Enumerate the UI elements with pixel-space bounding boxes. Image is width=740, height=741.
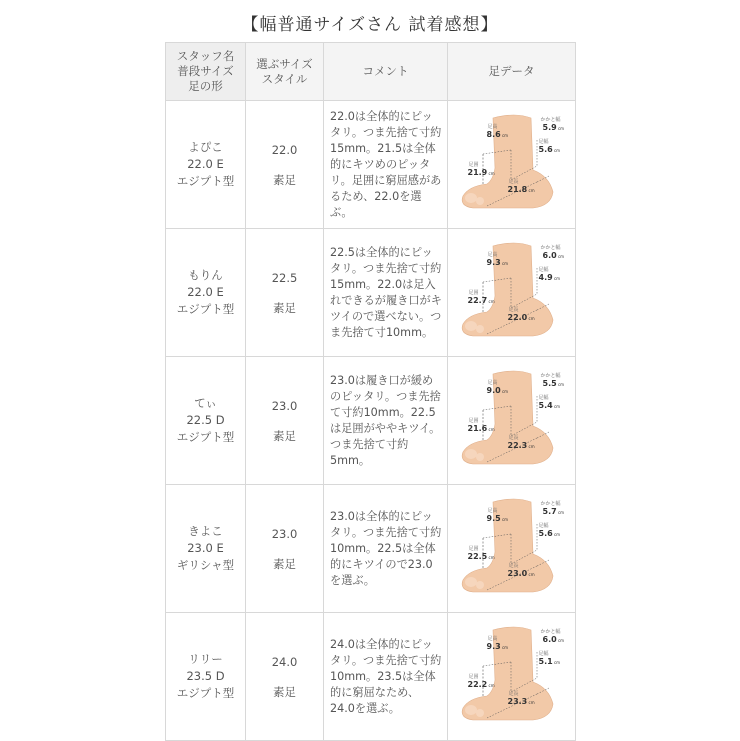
staff-cell (166, 229, 246, 357)
staff-name: よぴこ (188, 140, 223, 154)
table-row (166, 229, 576, 357)
heel-width-value: 6.0 cm (542, 634, 565, 644)
length-label: 足長 (508, 434, 519, 441)
wear-style: 素足 (273, 428, 296, 443)
foot-data-cell (448, 101, 576, 229)
length-value: 23.3 cm (507, 696, 535, 706)
unit-label: cm (487, 170, 495, 176)
width-value: 5.6 cm (538, 528, 561, 538)
unit-label: cm (556, 125, 565, 131)
foot-shape: ギリシャ型 (176, 558, 235, 572)
usual-size: 23.5 D (186, 669, 225, 683)
staff-cell (166, 485, 246, 613)
foot-data-cell (448, 485, 576, 613)
height-label: 足高 (487, 123, 498, 130)
chosen-size: 22.5 (271, 270, 298, 285)
foot-shape: エジプト型 (176, 430, 235, 444)
chosen-size: 23.0 (271, 526, 298, 541)
heel-width-label: かかと幅 (540, 116, 561, 123)
comment-cell: 23.0は全体的にピッタリ。つま先捨て寸約10mm。22.5は全体的にキツイので23.0を選ぶ。 (324, 485, 448, 613)
unit-label: cm (527, 699, 535, 705)
height-value: 9.5 cm (486, 513, 509, 523)
page-title: 【幅普通サイズさん 試着感想】 (241, 15, 499, 35)
header-comment: コメント (324, 43, 448, 101)
staff-name: てぃ (194, 396, 217, 410)
unit-label: cm (487, 554, 495, 560)
unit-label: cm (500, 132, 509, 138)
height-label: 足高 (487, 379, 498, 386)
girth-value: 22.7 cm (467, 295, 495, 305)
table-row (166, 613, 576, 741)
staff-name: リリー (188, 652, 223, 666)
width-label: 足幅 (538, 394, 549, 401)
size-cell (246, 485, 324, 613)
height-value: 9.3 cm (486, 257, 509, 267)
heel-width-value: 5.5 cm (542, 378, 565, 388)
width-label: 足幅 (538, 522, 549, 529)
unit-label: cm (556, 509, 565, 515)
comment-cell: 22.5は全体的にピッタリ。つま先捨て寸約15mm。22.0は足入れできるが履き口がキツイので選べない。つま先捨て寸10mm。 (324, 229, 448, 357)
width-value: 5.6 cm (538, 144, 561, 154)
foot-diagram (453, 110, 571, 220)
unit-label: cm (500, 516, 509, 522)
size-cell (246, 101, 324, 229)
size-cell (246, 229, 324, 357)
heel-width-label: かかと幅 (540, 500, 561, 507)
foot-shape: エジプト型 (176, 302, 235, 316)
unit-label: cm (487, 682, 495, 688)
foot-diagram (453, 622, 571, 732)
header-staff (166, 43, 246, 101)
girth-label: 足囲 (468, 289, 479, 296)
length-label: 足長 (508, 306, 519, 313)
girth-label: 足囲 (468, 417, 479, 424)
girth-value: 21.9 cm (467, 167, 495, 177)
length-label: 足長 (508, 562, 519, 569)
comment-cell: 22.0は全体的にピッタリ。つま先捨て寸約15mm。21.5は全体的にキツめのピッタリ。足囲に窮屈感があるため、22.0を選ぶ。 (324, 101, 448, 229)
header-size (246, 43, 324, 101)
length-value: 22.3 cm (507, 440, 535, 450)
length-label: 足長 (508, 178, 519, 185)
unit-label: cm (527, 571, 535, 577)
unit-label: cm (500, 388, 509, 394)
staff-cell (166, 357, 246, 485)
height-label: 足高 (487, 251, 498, 258)
girth-label: 足囲 (468, 161, 479, 168)
unit-label: cm (500, 260, 509, 266)
length-value: 23.0 cm (507, 568, 535, 578)
unit-label: cm (556, 637, 565, 643)
width-value: 4.9 cm (538, 272, 561, 282)
girth-label: 足囲 (468, 673, 479, 680)
unit-label: cm (500, 644, 509, 650)
wear-style: 素足 (273, 300, 296, 315)
unit-label: cm (556, 381, 565, 387)
width-value: 5.4 cm (538, 400, 561, 410)
unit-label: cm (527, 315, 535, 321)
foot-data-cell (448, 613, 576, 741)
staff-cell (166, 613, 246, 741)
girth-value: 22.5 cm (467, 551, 495, 561)
unit-label: cm (487, 426, 495, 432)
unit-label: cm (552, 659, 561, 665)
header-staff-line: スタッフ名 (176, 49, 235, 63)
girth-label: 足囲 (468, 545, 479, 552)
girth-value: 21.6 cm (467, 423, 495, 433)
length-label: 足長 (508, 690, 519, 697)
foot-data-cell (448, 357, 576, 485)
heel-width-value: 6.0 cm (542, 250, 565, 260)
unit-label: cm (552, 531, 561, 537)
unit-label: cm (527, 187, 535, 193)
usual-size: 22.5 D (186, 413, 225, 427)
header-foot-data: 足データ (448, 43, 576, 101)
size-cell (246, 613, 324, 741)
unit-label: cm (552, 403, 561, 409)
staff-name: もりん (188, 268, 223, 282)
usual-size: 22.0 E (187, 285, 224, 299)
chosen-size: 23.0 (271, 398, 298, 413)
wear-style: 素足 (273, 172, 296, 187)
chosen-size: 22.0 (271, 142, 298, 157)
heel-width-value: 5.7 cm (542, 506, 565, 516)
header-staff-line: 足の形 (188, 79, 223, 93)
comment-cell: 23.0は履き口が緩めのピッタリ。つま先捨て寸約10mm。22.5は足囲がややキツイ。つま先捨て寸約5mm。 (324, 357, 448, 485)
unit-label: cm (552, 275, 561, 281)
table-row (166, 101, 576, 229)
length-value: 22.0 cm (507, 312, 535, 322)
width-label: 足幅 (538, 266, 549, 273)
foot-shape: エジプト型 (176, 686, 235, 700)
foot-diagram (453, 366, 571, 476)
chosen-size: 24.0 (271, 654, 298, 669)
foot-shape: エジプト型 (176, 174, 235, 188)
width-label: 足幅 (538, 138, 549, 145)
width-value: 5.1 cm (538, 656, 561, 666)
height-value: 9.3 cm (486, 641, 509, 651)
heel-width-label: かかと幅 (540, 244, 561, 251)
header-row (166, 43, 576, 101)
unit-label: cm (527, 443, 535, 449)
height-label: 足高 (487, 507, 498, 514)
table-row (166, 357, 576, 485)
height-value: 9.0 cm (486, 385, 509, 395)
foot-data-cell (448, 229, 576, 357)
wear-style: 素足 (273, 684, 296, 699)
unit-label: cm (487, 298, 495, 304)
fitting-table (165, 42, 576, 741)
unit-label: cm (552, 147, 561, 153)
header-size-line: スタイル (261, 71, 308, 86)
heel-width-label: かかと幅 (540, 372, 561, 379)
foot-diagram (453, 238, 571, 348)
table-row (166, 485, 576, 613)
heel-width-label: かかと幅 (540, 628, 561, 635)
comment-cell: 24.0は全体的にピッタリ。つま先捨て寸約10mm。23.5は全体的に窮屈なため、24.0を選ぶ。 (324, 613, 448, 741)
height-value: 8.6 cm (486, 129, 509, 139)
staff-name: きよこ (188, 524, 223, 538)
header-staff-line: 普段サイズ (177, 64, 234, 78)
wear-style: 素足 (273, 556, 296, 571)
size-cell (246, 357, 324, 485)
usual-size: 22.0 E (187, 157, 224, 171)
length-value: 21.8 cm (507, 184, 535, 194)
staff-cell (166, 101, 246, 229)
heel-width-value: 5.9 cm (542, 122, 565, 132)
girth-value: 22.2 cm (467, 679, 495, 689)
unit-label: cm (556, 253, 565, 259)
height-label: 足高 (487, 635, 498, 642)
usual-size: 23.0 E (187, 541, 224, 555)
foot-diagram (453, 494, 571, 604)
width-label: 足幅 (538, 650, 549, 657)
header-size-line: 選ぶサイズ (256, 56, 313, 71)
